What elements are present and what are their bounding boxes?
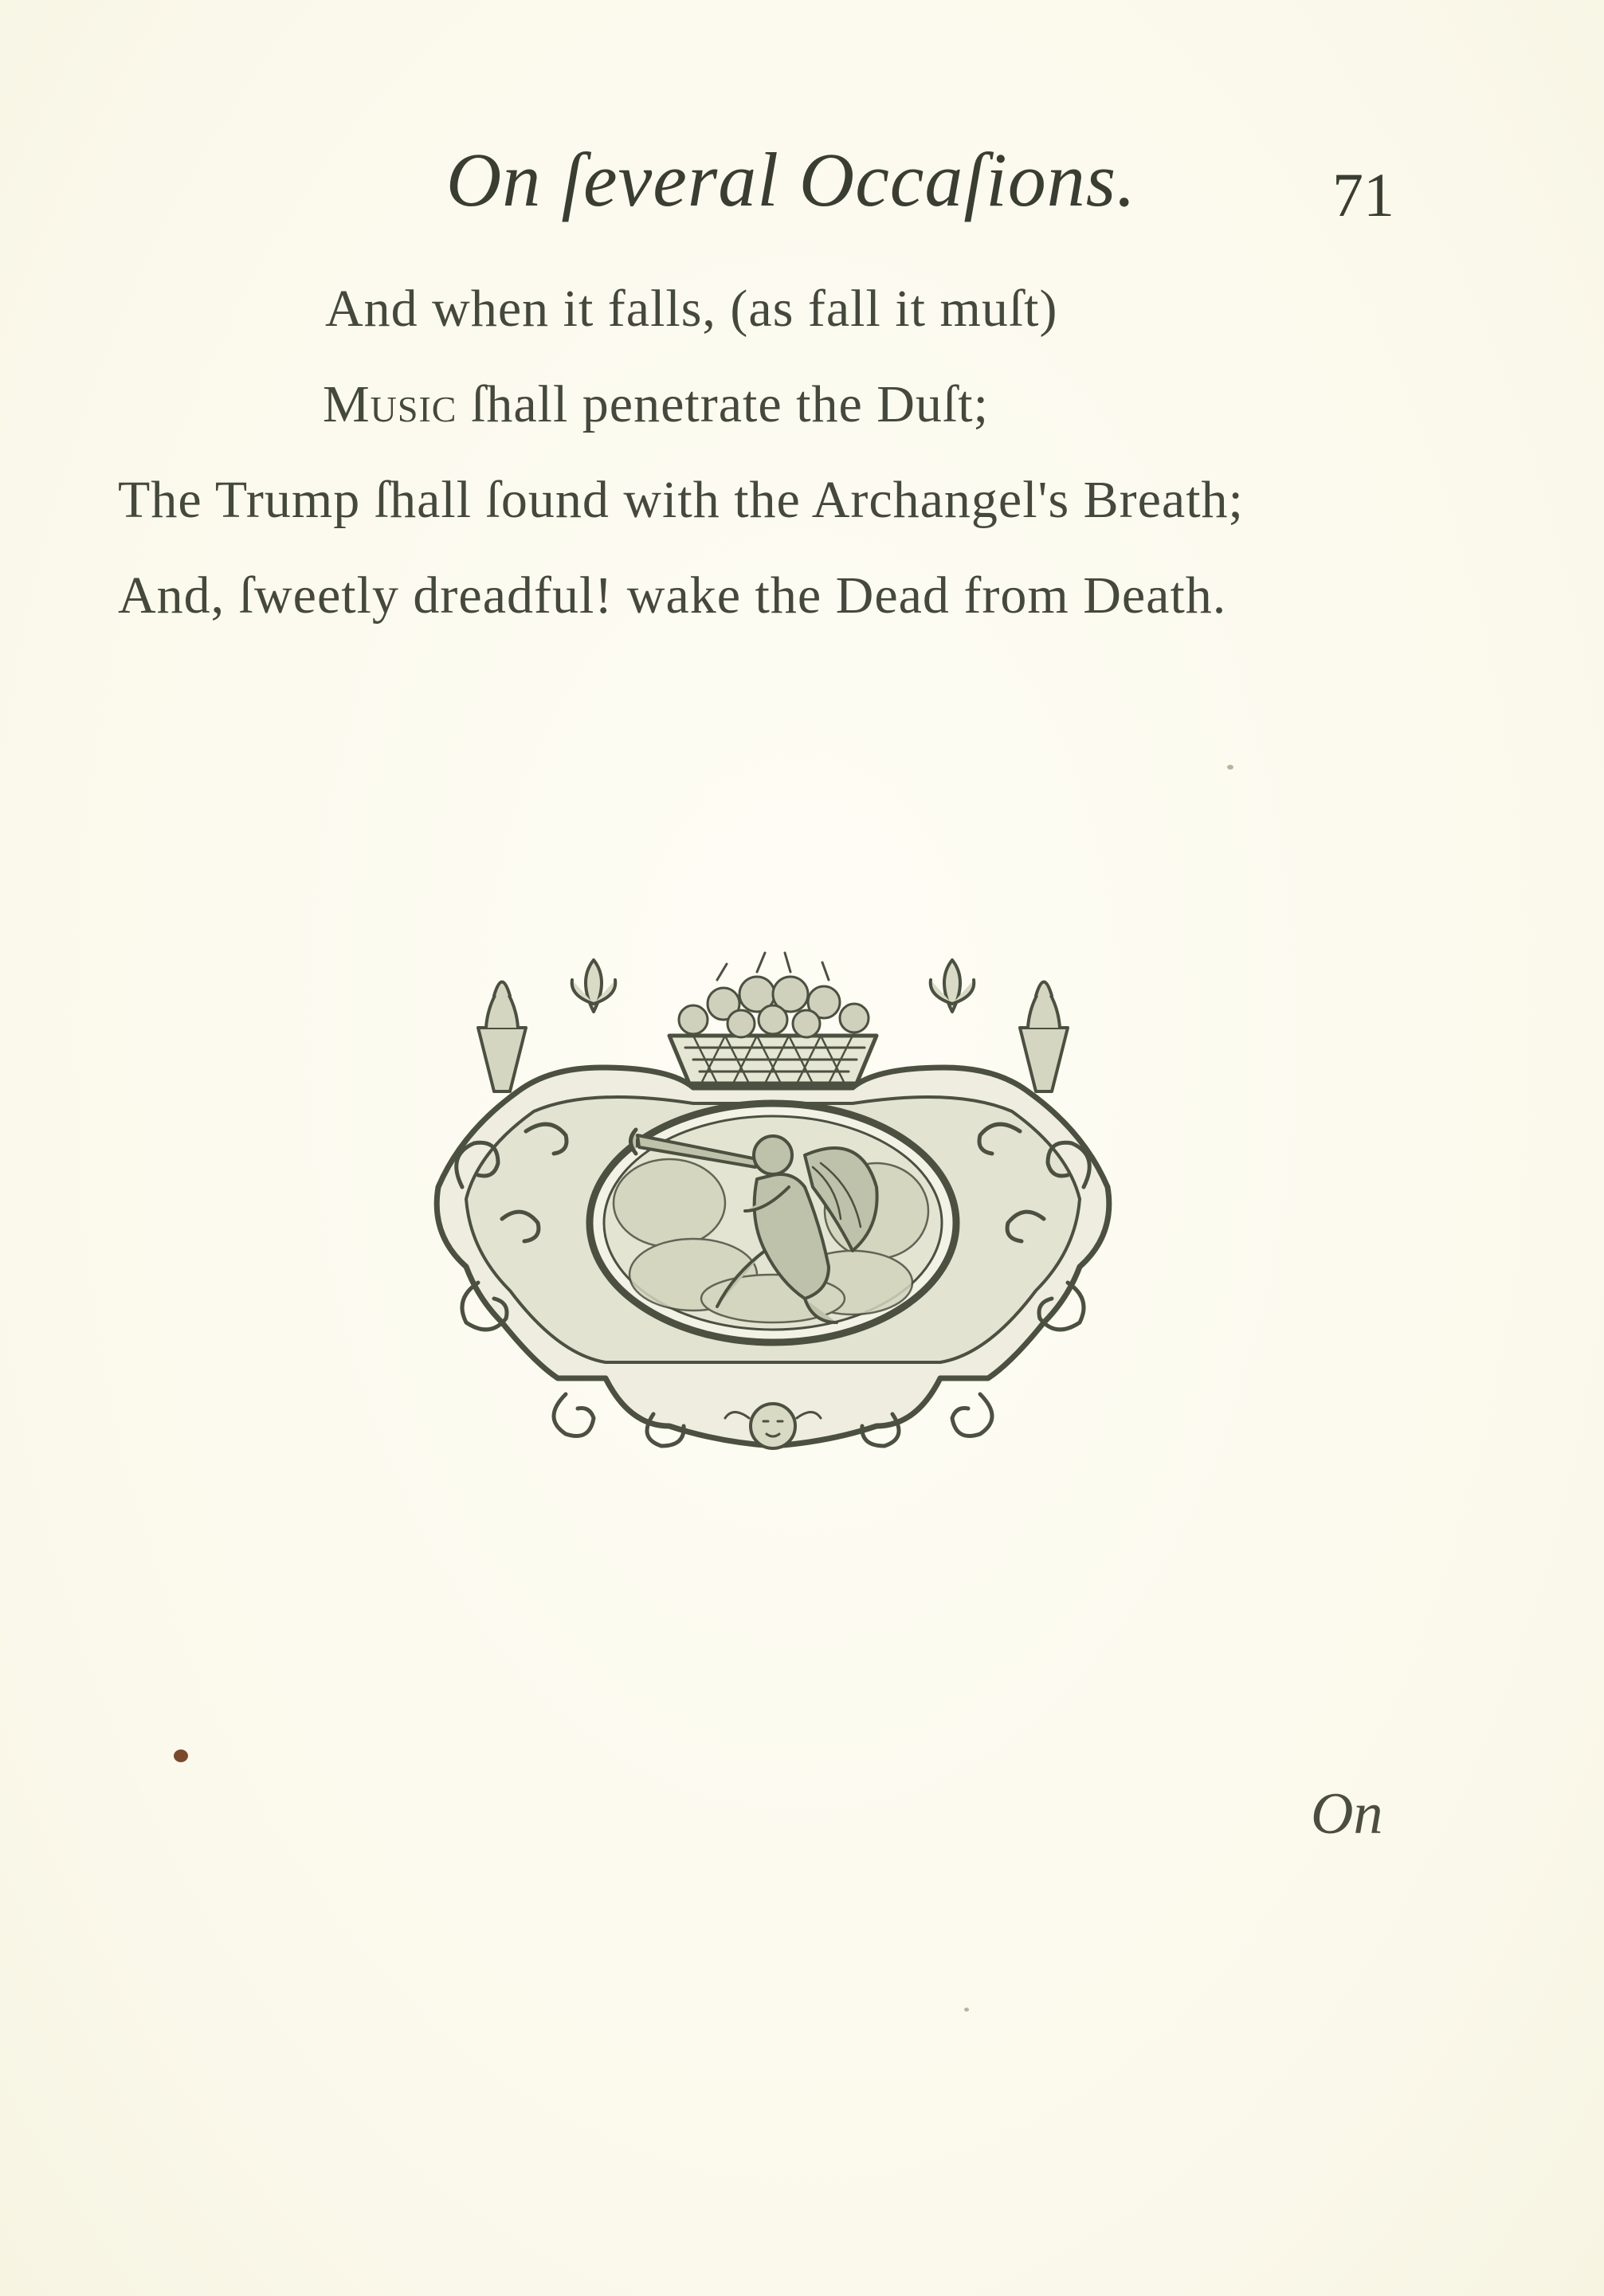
poem-line-3: The Trump ſhall ſound with the Archangel's Breath;	[118, 471, 1244, 529]
poem-line-2-text: ſhall penetrate the Duſt;	[457, 375, 989, 433]
paper-spot	[964, 2008, 969, 2012]
poem-line-1: And when it falls, (as fall it muſt)	[325, 280, 1058, 338]
poem-line-4: And, ſweetly dreadful! wake the Dead from Death.	[118, 566, 1227, 625]
paper-spot	[1227, 765, 1233, 770]
catchword: On	[1311, 1781, 1383, 1847]
engraved-cartouche-angel-with-trumpet-icon	[430, 948, 1116, 1458]
running-title: On ſeveral Occaſions.	[446, 137, 1137, 222]
poem-line-2-small-caps: Music	[323, 375, 457, 433]
paper-spot	[174, 1749, 188, 1762]
poem-line-2	[323, 374, 989, 435]
page-number: 71	[1332, 160, 1394, 229]
